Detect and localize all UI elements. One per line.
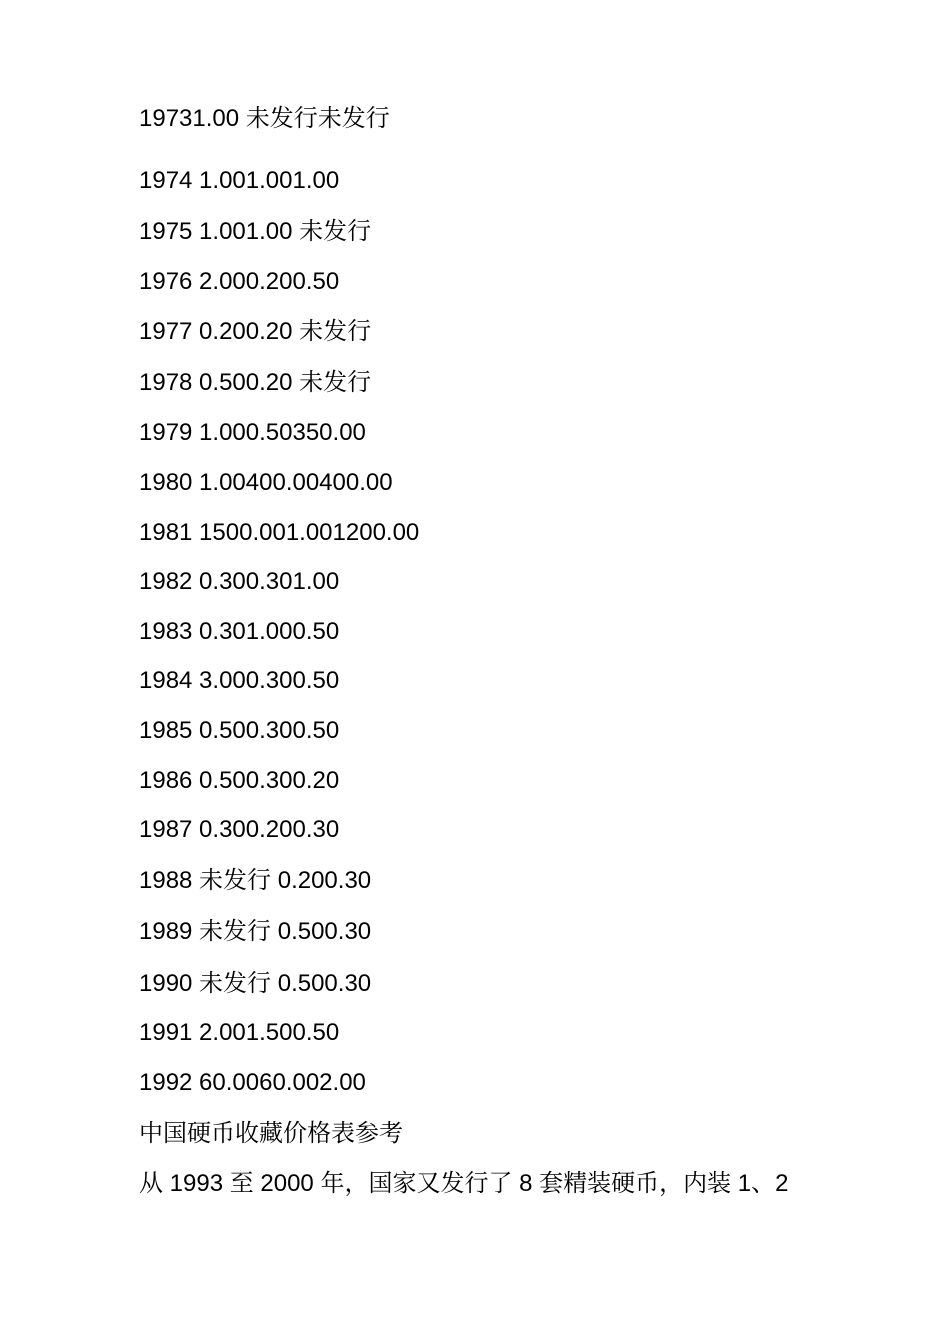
text-line-1980: 1980 1.00400.00400.00 [139,469,393,496]
text-line-1983: 1983 0.301.000.50 [139,618,340,645]
text-line-1982: 1982 0.300.301.00 [139,568,340,595]
text-line-1985: 1985 0.500.300.50 [139,717,340,744]
text-line-1992: 1992 60.0060.002.00 [139,1069,366,1096]
text-line-1977: 1977 0.200.20 未发行 [139,318,372,345]
text-line-1974: 1974 1.001.001.00 [139,167,340,194]
text-line-1986: 1986 0.500.300.20 [139,767,340,794]
text-line-1990: 1990 未发行 0.500.30 [139,970,372,997]
text-line-1984: 1984 3.000.300.50 [139,667,340,694]
text-line-1976: 1976 2.000.200.50 [139,268,340,295]
paragraph-line: 从 1993 至 2000 年，国家又发行了 8 套精装硬币，内装 1、2 [139,1170,789,1197]
text-line-1988: 1988 未发行 0.200.30 [139,867,372,894]
text-line-1978: 1978 0.500.20 未发行 [139,369,372,396]
text-line-1991: 1991 2.001.500.50 [139,1019,340,1046]
text-line-1973: 19731.00 未发行未发行 [139,105,390,132]
section-heading: 中国硬币收藏价格表参考 [139,1120,403,1147]
text-line-1981: 1981 1500.001.001200.00 [139,519,420,546]
text-line-1987: 1987 0.300.200.30 [139,816,340,843]
text-line-1975: 1975 1.001.00 未发行 [139,218,372,245]
text-line-1979: 1979 1.000.50350.00 [139,419,366,446]
text-line-1989: 1989 未发行 0.500.30 [139,918,372,945]
